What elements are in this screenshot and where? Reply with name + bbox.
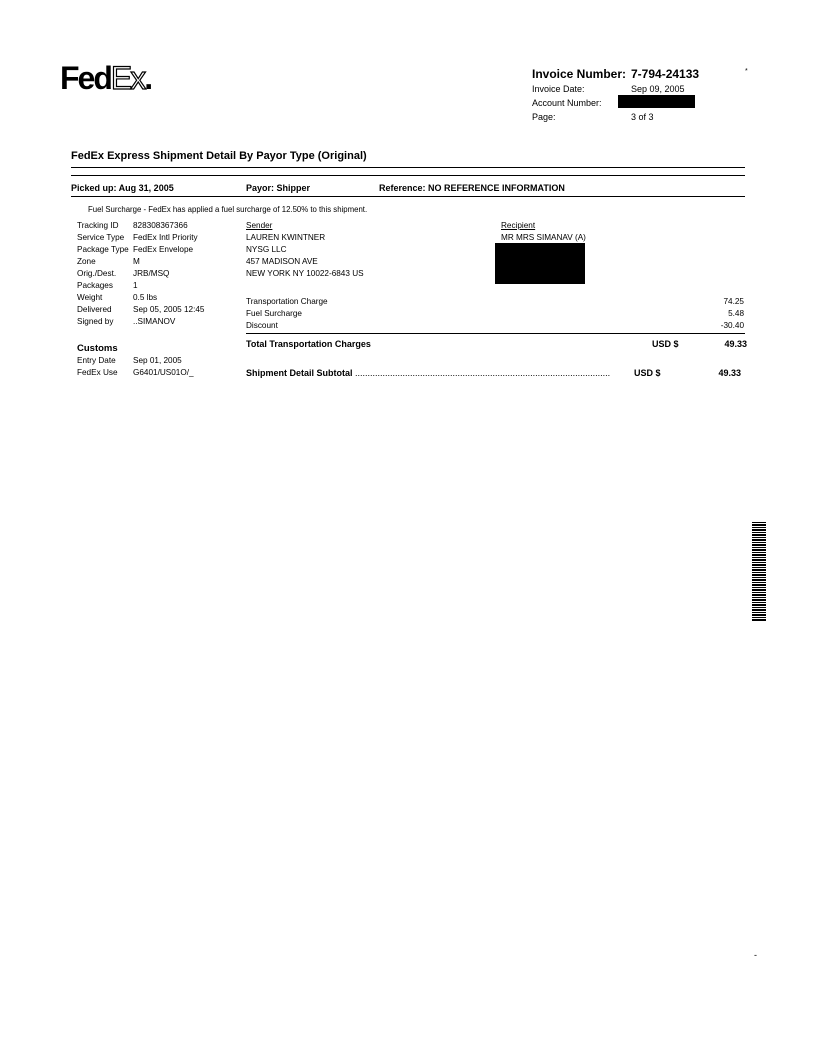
recipient-address-redaction [495,243,585,284]
detail-value: FedEx Intl Priority [133,233,198,242]
detail-value: ..SIMANOV [133,317,176,326]
customs-label: FedEx Use [77,368,118,377]
account-number-label: Account Number: [532,98,602,108]
logo-ex: Ex [110,60,145,96]
logo-dot: . [144,60,152,96]
invoice-number: 7-794-24133 [631,67,700,81]
account-number-redaction [618,95,695,108]
subtotal-line [246,368,634,378]
customs-label: Entry Date [77,356,116,365]
sender-line: NYSG LLC [246,245,287,254]
page-number: 3 of 3 [631,112,654,122]
corner-mark: * [745,68,748,75]
charge-label: Transportation Charge [246,297,328,306]
charge-amount: 74.25 [723,297,744,306]
customs-value: G6401/US01O/_ [133,368,194,377]
detail-value: JRB/MSQ [133,269,170,278]
subtotal-amount: 49.33 [718,368,741,378]
sender-line: 457 MADISON AVE [246,257,318,266]
sender-line: LAUREN KWINTNER [246,233,326,242]
detail-label: Tracking ID [77,221,119,230]
payor-type: Payor: Shipper [246,183,311,193]
page-label: Page: [532,112,556,122]
detail-value: M [133,257,140,266]
detail-value: Sep 05, 2005 12:45 [133,305,205,314]
detail-label: Orig./Dest. [77,269,117,278]
charge-amount: 5.48 [728,309,744,318]
total-currency: USD $ [652,339,679,349]
detail-label: Package Type [77,245,129,254]
barcode [752,522,766,622]
bar-bottom-rule [71,196,745,197]
subtotal-leader-dots: ...................................................................................................... [355,368,611,378]
logo-fed: Fed [60,60,111,96]
footer-mark: - [754,950,757,960]
title-rule [71,167,745,168]
total-amount: 49.33 [724,339,747,349]
customs-value: Sep 01, 2005 [133,356,182,365]
invoice-date-label: Invoice Date: [532,84,585,94]
picked-up-date: Picked up: Aug 31, 2005 [71,183,174,193]
total-label: Total Transportation Charges [246,339,371,349]
fuel-surcharge-note: Fuel Surcharge - FedEx has applied a fuel surcharge of 12.50% to this shipment. [88,205,368,214]
detail-label: Weight [77,293,103,302]
fedex-logo [60,62,151,94]
detail-label: Packages [77,281,113,290]
detail-label: Delivered [77,305,112,314]
detail-value: 0.5 lbs [133,293,158,302]
charge-label: Discount [246,321,278,330]
detail-value: 1 [133,281,138,290]
subtotal-currency: USD $ [634,368,661,378]
invoice-number-label: Invoice Number: [532,67,627,81]
sender-line: NEW YORK NY 10022-6843 US [246,269,364,278]
detail-label: Signed by [77,317,114,326]
detail-value: FedEx Envelope [133,245,194,254]
recipient-heading: Recipient [501,221,536,230]
charge-label: Fuel Surcharge [246,309,302,318]
detail-label: Service Type [77,233,125,242]
sender-heading: Sender [246,221,273,230]
customs-heading: Customs [77,343,118,354]
bar-top-rule [71,175,745,176]
charges-total-rule [246,333,745,334]
detail-label: Zone [77,257,96,266]
recipient-line: MR MRS SIMANAV (A) [501,233,586,242]
detail-value: 828308367366 [133,221,188,230]
charge-amount: -30.40 [720,321,744,330]
invoice-date: Sep 09, 2005 [631,84,685,94]
page-title: FedEx Express Shipment Detail By Payor Type (Original) [71,150,367,162]
reference: Reference: NO REFERENCE INFORMATION [379,183,565,193]
subtotal-label: Shipment Detail Subtotal [246,368,353,378]
